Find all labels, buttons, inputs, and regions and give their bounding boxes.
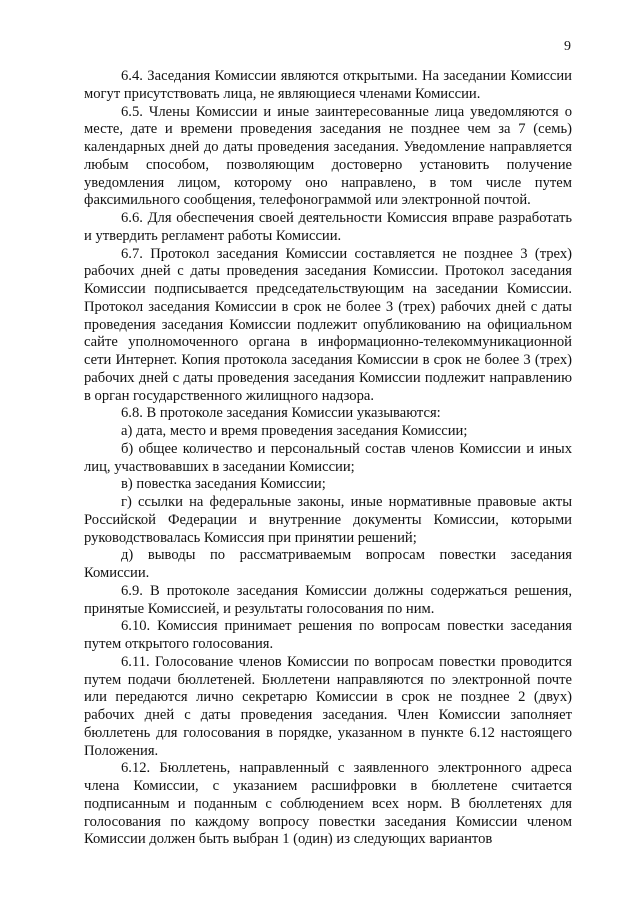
list-item-g: г) ссылки на федеральные законы, иные нормативные правовые акты Российской Федерации и внутренние документы Комиссии, которыми руководствовалась Комиссия при принятии решений; (84, 494, 572, 546)
paragraph-6-11: 6.11. Голосование членов Комиссии по вопросам повестки проводится путем подачи бюллетеней. Бюллетени направляются по электронной почте или передаются лично секретарю Комиссии в срок не позднее 2 (двух) рабочих дней с даты проведения заседания. Член Комиссии заполняет бюллетень для голосования в порядке, указанном в пункте 6.12 настоящего Положения. (84, 653, 572, 759)
list-item-d: д) выводы по рассматриваемым вопросам повестки заседания Комиссии. (84, 547, 572, 581)
list-item-v: в) повестка заседания Комиссии; (121, 476, 326, 493)
document-body (84, 68, 572, 849)
page-number: 9 (564, 39, 571, 54)
list-item-b: б) общее количество и персональный состав членов Комиссии и иных лиц, участвовавших в заседании Комиссии; (84, 440, 572, 475)
paragraph-6-5: 6.5. Члены Комиссии и иные заинтересованные лица уведомляются о месте, дате и времени проведения заседания не позднее чем за 7 (семь) календарных дней до даты проведения заседания. Уведомление направляется любым способом, позволяющим достоверно установить получение уведомления лицом, которому оно направлено, в том числе путем факсимильного сообщения, телефонограммой или электронной почтой. (84, 103, 572, 209)
paragraph-6-4: 6.4. Заседания Комиссии являются открытыми. На заседании Комиссии могут присутствовать лица, не являющиеся членами Комиссии. (84, 68, 572, 102)
paragraph-6-9: 6.9. В протоколе заседания Комиссии должны содержаться решения, принятые Комиссией, и результаты голосования по ним. (84, 582, 572, 617)
paragraph-6-6: 6.6. Для обеспечения своей деятельности Комиссия вправе разработать и утвердить регламент работы Комиссии. (84, 210, 572, 244)
paragraph-6-7: 6.7. Протокол заседания Комиссии составляется не позднее 3 (трех) рабочих дней с даты проведения заседания Комиссии. Протокол заседания Комиссии подписывается председательствующим на заседании Комиссии. Протокол заседания Комиссии в срок не более 3 (трех) рабочих дней с даты проведения заседания Комиссии подлежит опубликованию на официальном сайте уполномоченного органа в информационно-телекоммуникационной сети Интернет. Копия протокола заседания Комиссии в срок не более 3 (трех) рабочих дней с даты проведения заседания Комиссии подлежит направлению в орган государственного жилищного надзора. (84, 245, 572, 404)
paragraph-6-8: 6.8. В протоколе заседания Комиссии указываются: (121, 405, 441, 422)
paragraph-6-12: 6.12. Бюллетень, направленный с заявленного электронного адреса члена Комиссии, с указанием расшифровки в бюллетене считается подписанным и поданным с соблюдением всех норм. В бюллетенях для голосования по каждому вопросу повестки заседания Комиссии членом Комиссии должен быть выбран 1 (один) из следующих вариантов (84, 760, 572, 848)
list-item-a: а) дата, место и время проведения заседания Комиссии; (121, 423, 468, 439)
paragraph-6-10: 6.10. Комиссия принимает решения по вопросам повестки заседания путем открытого голосования. (84, 618, 572, 652)
